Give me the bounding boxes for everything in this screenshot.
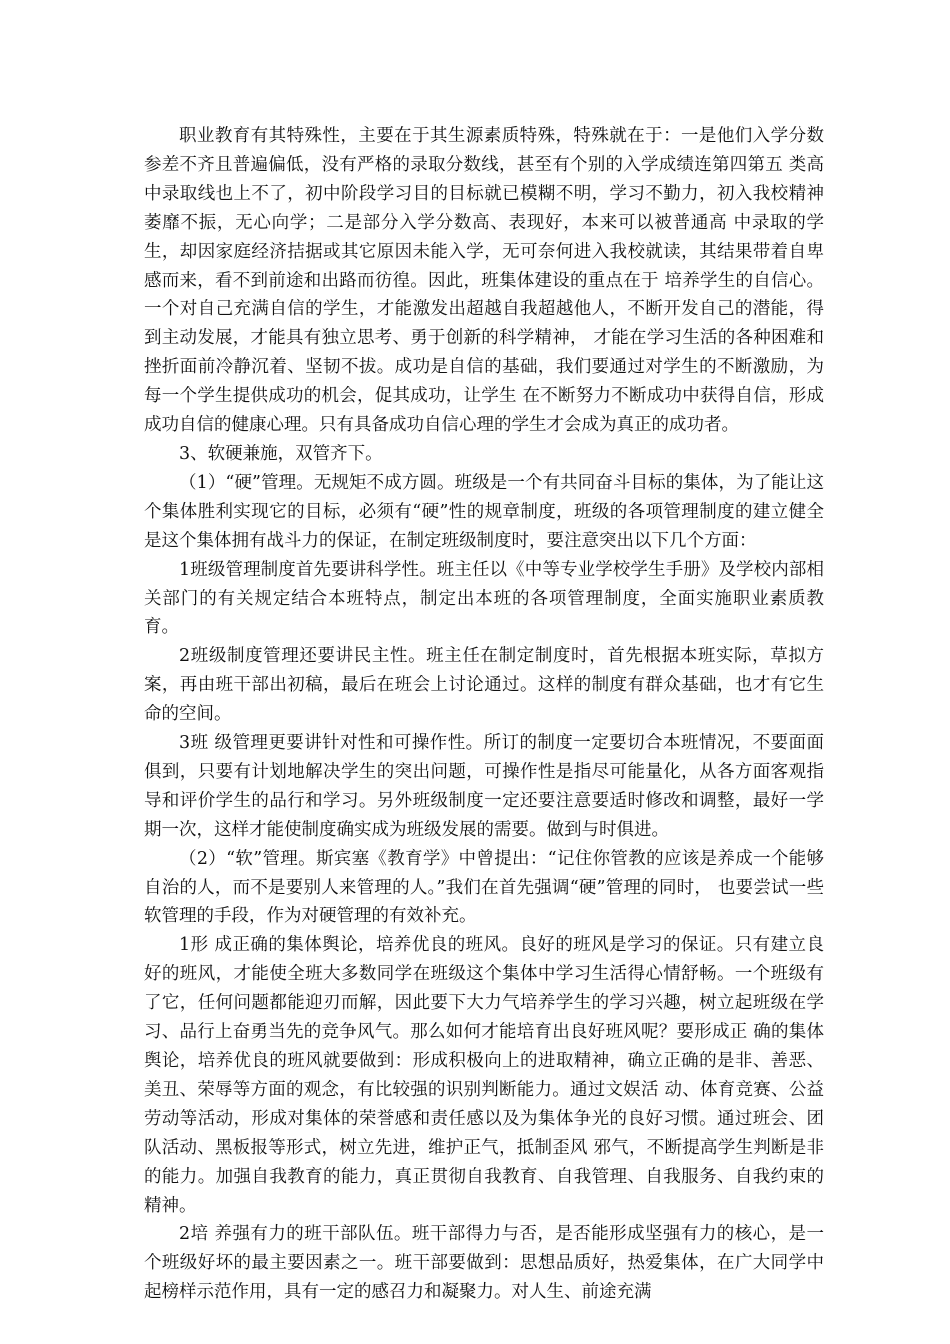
paragraph-item-class-spirit: 1形 成正确的集体舆论，培养优良的班风。良好的班风是学习的保证。只有建立良好的班风，才能使全班大多数同学在班级这个集体中学习生活得心情舒畅。一个班级有 了它，任何问题都能迎刃而解，因此要下大力气培养学生的学习兴趣，树立起班级在学习、品行上奋勇当先的竞争风气。那么如何才能培育出良好班风呢？要形成正 确的集体舆论，培养优良的班风就要做到：形成积极向上的进取精神，确立正确的是非、善恶、美丑、荣辱等方面的观念，有比较强的识别判断能力。通过文娱活 动、体育竞赛、公益劳动等活动，形成对集体的荣誉感和责任感以及为集体争光的良好习惯。通过班会、团队活动、黑板报等形式，树立先进，维护正气，抵制歪风 邪气，不断提高学生判断是非的能力。加强自我教育的能力，真正贯彻自我教育、自我管理、自我服务、自我约束的精神。 [144, 935, 824, 1216]
paragraph-soft-management: （2）“软”管理。斯宾塞《教育学》中曾提出：“记住你管教的应该是养成一个能够自治的人，而不是要别人来管理的人。”我们在首先强调“硬”管理的同时， 也要尝试一些软管理的手段，作为对硬管理的有效补充。 [144, 848, 824, 927]
section-heading-3: 3、软硬兼施，双管齐下。 [179, 443, 383, 464]
paragraph-intro-vocational-education: 职业教育有其特殊性，主要在于其生源素质特殊，特殊就在于：一是他们入学分数参差不齐且普遍偏低，没有严格的录取分数线，甚至有个别的入学成绩连第四第五 类高中录取线也上不了，初中阶段学习目的目标就已模糊不明，学习不勤力，初入我校精神萎靡不振，无心向学；二是部分入学分数高、表现好，本来可以被普通高 中录取的学生，却因家庭经济拮据或其它原因未能入学，无可奈何进入我校就读，其结果带着自卑感而来，看不到前途和出路而彷徨。因此，班集体建设的重点在于 培养学生的自信心。一个对自己充满自信的学生，才能激发出超越自我超越他人，不断开发自己的潜能，得到主动发展，才能具有独立思考、勇于创新的科学精神， 才能在学习生活的各种困难和挫折面前冷静沉着、坚韧不拔。成功是自信的基础，我们要通过对学生的不断激励，为每一个学生提供成功的机会，促其成功，让学生 在不断努力不断成功中获得自信，形成成功自信的健康心理。只有具备成功自信心理的学生才会成为真正的成功者。 [144, 126, 824, 436]
paragraph-item-democratic: 2班级制度管理还要讲民主性。班主任在制定制度时，首先根据本班实际，草拟方案，再由班干部出初稿，最后在班会上讨论通过。这样的制度有群众基础，也才有它生命的空间。 [144, 646, 824, 725]
paragraph-item-scientific: 1班级管理制度首先要讲科学性。班主任以《中等专业学校学生手册》及学校内部相关部门的有关规定结合本班特点，制定出本班的各项管理制度，全面实施职业素质教育。 [144, 559, 824, 638]
paragraph-item-class-leaders: 2培 养强有力的班干部队伍。班干部得力与否，是否能形成坚强有力的核心，是一个班级好坏的最主要因素之一。班干部要做到：思想品质好，热爱集体，在广大同学中 起榜样示范作用，具有一定的感召力和凝聚力。对人生、前途充满 [144, 1224, 824, 1303]
document-body [144, 122, 824, 1307]
paragraph-hard-management: （1）“硬”管理。无规矩不成方圆。班级是一个有共同奋斗目标的集体，为了能让这个集体胜利实现它的目标，必须有“硬”性的规章制度，班级的各项管理制度的建立健全是这个集体拥有战斗力的保证，在制定班级制度时，要注意突出以下几个方面： [144, 472, 824, 551]
paragraph-item-targeted: 3班 级管理更要讲针对性和可操作性。所订的制度一定要切合本班情况，不要面面俱到，只要有计划地解决学生的突出问题，可操作性是指尽可能量化，从各方面客观指 导和评价学生的品行和学习。另外班级制度一定还要注意要适时修改和调整，最好一学期一次，这样才能使制度确实成为班级发展的需要。做到与时俱进。 [144, 733, 824, 840]
